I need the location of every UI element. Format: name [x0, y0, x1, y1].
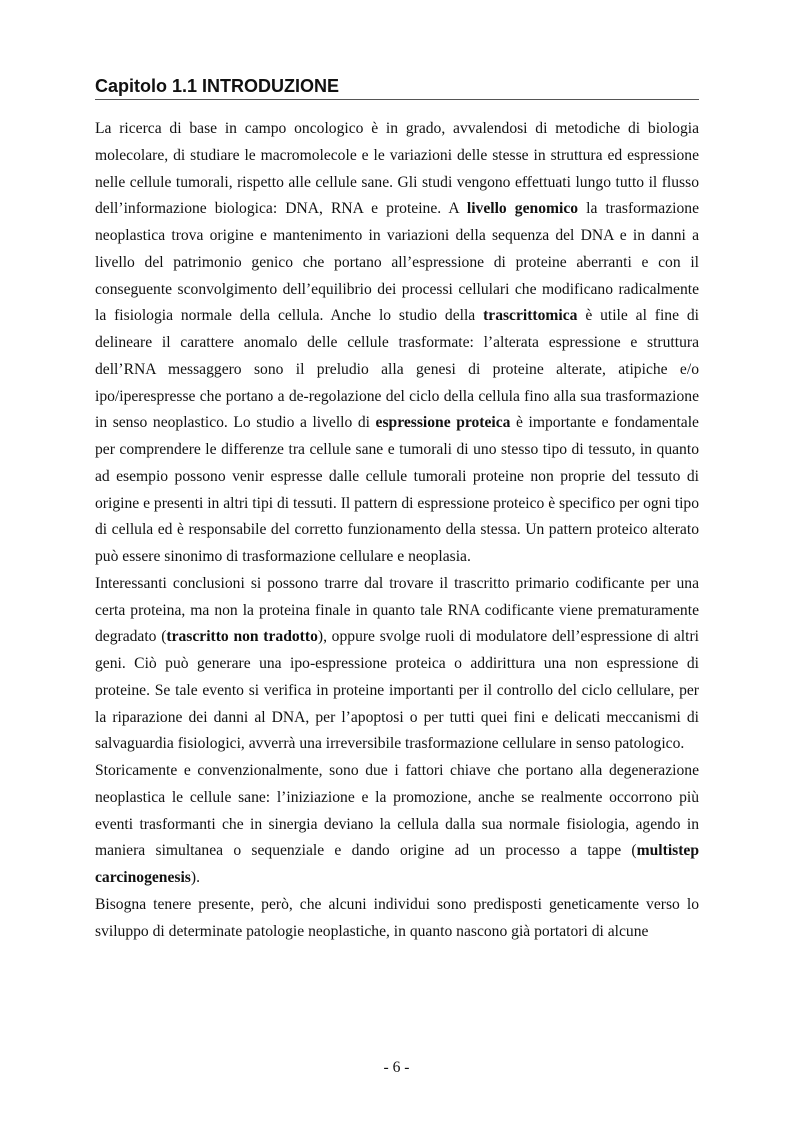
page-content: [95, 74, 699, 945]
bold-term: trascrittomica: [483, 307, 578, 325]
bold-term: espressione proteica: [375, 414, 511, 432]
text-run: è importante e fondamentale per comprendere le differenze tra cellule sane e tumorali di uno stesso tipo di tessuto, in quanto ad esempio possono venir espresse dalle cellule tumorali proteine non proprie del tessuto di origine e presenti in altri tipi di tessuti. Il pattern di espressione proteico è specifico per ogni tipo di cellula ed è responsabile del corretto funzionamento della stessa. Un pattern proteico alterato può essere sinonimo di trasformazione cellulare e neoplasia.: [95, 414, 699, 565]
paragraph: [95, 116, 699, 571]
text-run: Interessanti conclusioni si possono trarre dal trovare il trascritto primario codificante per una certa proteina, ma non la proteina finale in quanto tale RNA codificante viene prematuramente degradato (: [95, 574, 699, 646]
paragraph: [95, 571, 699, 758]
text-run: Bisogna tenere presente, però, che alcuni individui sono predisposti geneticamente verso lo sviluppo di determinate patologie neoplastiche, in quanto nascono già portatori di alcune: [95, 895, 699, 940]
text-run: Storicamente e convenzionalmente, sono due i fattori chiave che portano alla degenerazione neoplastica le cellule sane: l’iniziazione e la promozione, anche se realmente occorrono più eventi trasformanti che in sinergia deviano la cellula dalla sua normale fisiologia, agendo in maniera simultanea o sequenziale e dando origine ad un processo a tappe (: [95, 762, 699, 860]
body-text: [95, 116, 699, 945]
bold-term: trascritto non tradotto: [166, 628, 318, 646]
bold-term: multistep carcinogenesis: [95, 842, 699, 886]
text-run: ).: [190, 869, 200, 886]
text-run: la trasformazione neoplastica trova origine e mantenimento in variazioni della sequenza del DNA e in danni a livello del patrimonio genico che portano all’espressione di proteine aberranti e con il conseguente sconvolgimento dell’equilibrio dei processi cellulari che modificano radicalmente la fisiologia normale della cellula. Anche lo studio della: [95, 200, 699, 325]
paragraph: [95, 758, 699, 892]
chapter-title: Capitolo 1.1 INTRODUZIONE: [95, 74, 699, 100]
bold-term: livello genomico: [466, 200, 579, 218]
paragraph: [95, 892, 699, 946]
text-run: ), oppure svolge ruoli di modulatore dell’espressione di altri geni. Ciò può generare una ipo-espressione proteica o addirittura una non espressione di proteine. Se tale evento si verifica in proteine importanti per il controllo del ciclo cellulare, per la riparazione dei danni al DNA, per l’apoptosi o per tutti quei fini e delicati meccanismi di salvaguardia fisiologici, avverrà una irreversibile trasformazione cellulare in senso patologico.: [95, 628, 700, 753]
text-run: è utile al fine di delineare il carattere anomalo delle cellule trasformate: l’alterata espressione e struttura dell’RNA messaggero sono il preludio alla genesi di proteine alterate, atipiche e/o ipo/iperespresse che portano a de-regolazione del ciclo della cellula fino alla sua trasformazione in senso neoplastico. Lo studio a livello di: [95, 307, 699, 432]
page-number: - 6 -: [383, 1059, 410, 1076]
text-run: La ricerca di base in campo oncologico è in grado, avvalendosi di metodiche di biologia molecolare, di studiare le macromolecole e le variazioni delle stesse in struttura ed espressione nelle cellule tumorali, rispetto alle cellule sane. Gli studi vengono effettuati lungo tutto il flusso dell’informazione biologica: DNA, RNA e proteine. A: [95, 120, 699, 218]
